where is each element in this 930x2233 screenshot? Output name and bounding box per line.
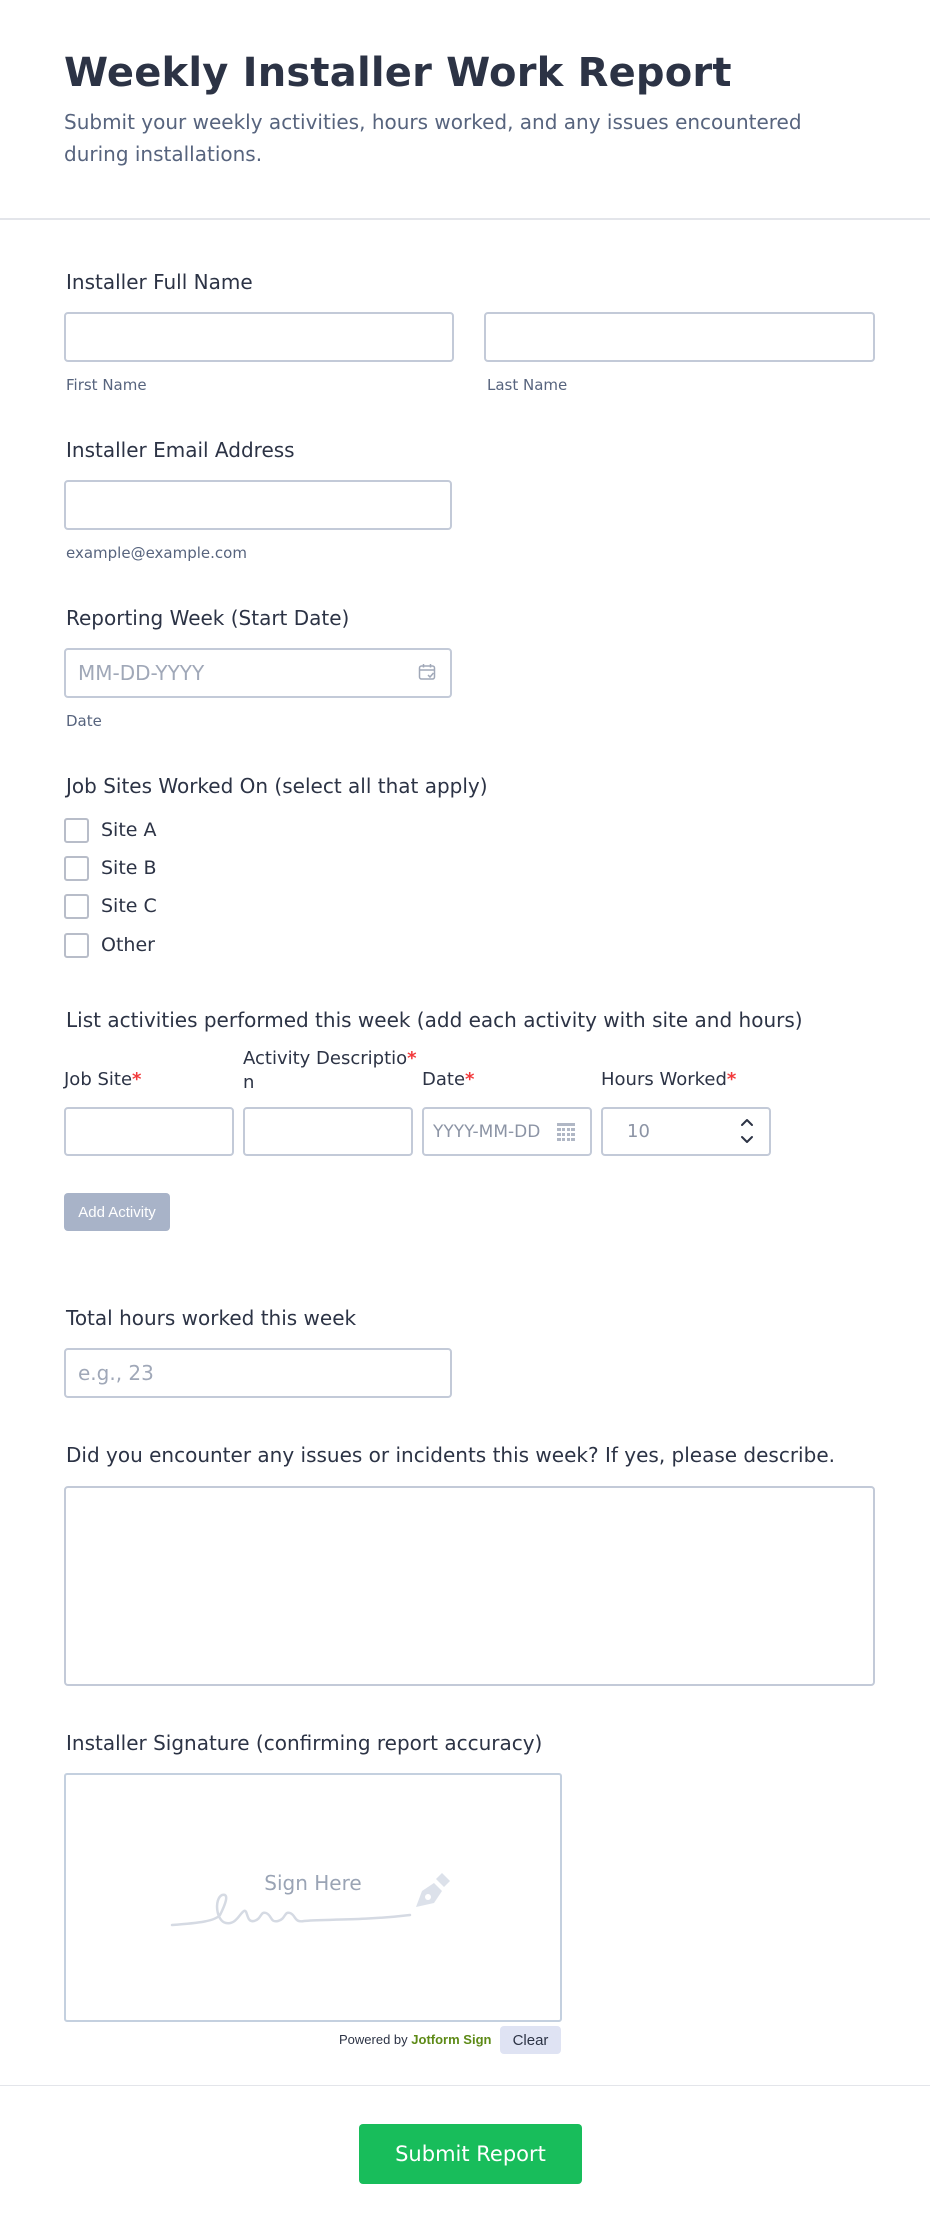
issues-textarea[interactable]: [64, 1486, 875, 1686]
site-option[interactable]: [64, 817, 157, 843]
page-subtitle: Submit your weekly activities, hours worked, and any issues encountered during installations.: [64, 110, 802, 166]
site-option-label: Site B: [101, 857, 157, 879]
form-header: [0, 0, 930, 220]
total-hours-label: Total hours worked this week: [66, 1306, 357, 1330]
site-option[interactable]: [64, 893, 157, 919]
site-option[interactable]: [64, 932, 155, 958]
add-activity-button[interactable]: Add Activity: [64, 1193, 170, 1231]
job-site-input[interactable]: [64, 1107, 234, 1156]
footer-divider: [0, 2085, 930, 2086]
signature-pad[interactable]: [64, 1773, 562, 2022]
signature-label: Installer Signature (confirming report accuracy): [66, 1731, 543, 1755]
clear-signature-button[interactable]: Clear: [500, 2026, 561, 2054]
required-mark: *: [465, 1069, 475, 1090]
required-mark: *: [407, 1048, 417, 1069]
site-checkbox[interactable]: [64, 818, 89, 843]
site-option-label: Site C: [101, 895, 157, 917]
column-header-date: [422, 1068, 474, 1092]
pen-nib-icon: [408, 1871, 452, 1915]
required-mark: *: [132, 1069, 142, 1090]
column-header-activity-description: [243, 1047, 417, 1095]
last-name-input[interactable]: [484, 312, 875, 362]
column-header-text: Date: [422, 1069, 466, 1090]
activities-label: List activities performed this week (add each activity with site and hours): [66, 1008, 803, 1032]
site-option-label: Site A: [101, 819, 157, 841]
site-option[interactable]: [64, 855, 157, 881]
email-sublabel: example@example.com: [66, 544, 247, 562]
required-mark: *: [726, 1069, 737, 1090]
page-title: Weekly Installer Work Report: [64, 50, 732, 96]
site-checkbox[interactable]: [64, 894, 89, 919]
first-name-sublabel: First Name: [66, 376, 147, 394]
site-option-label: Other: [101, 934, 155, 956]
submit-button[interactable]: Submit Report: [359, 2124, 582, 2184]
sign-here-text: Sign Here: [264, 1871, 362, 1895]
last-name-sublabel: Last Name: [487, 376, 568, 394]
total-hours-input[interactable]: [64, 1348, 452, 1398]
week-sublabel: Date: [66, 712, 102, 730]
week-label: Reporting Week (Start Date): [66, 606, 350, 630]
site-checkbox[interactable]: [64, 856, 89, 881]
name-label: Installer Full Name: [66, 270, 253, 294]
chevron-up-down-icon[interactable]: [739, 1115, 755, 1151]
column-header-text-wrap: n: [243, 1072, 255, 1093]
sites-label: Job Sites Worked On (select all that apply): [66, 774, 488, 798]
calendar-grid-icon[interactable]: [557, 1123, 575, 1145]
column-header-hours-worked: [601, 1068, 736, 1092]
column-header-text: Job Site: [64, 1069, 133, 1090]
issues-label: Did you encounter any issues or incidents this week? If yes, please describe.: [66, 1443, 835, 1467]
email-input[interactable]: [64, 480, 452, 530]
powered-by: [339, 2032, 491, 2047]
powered-by-prefix: Powered by: [339, 2032, 408, 2047]
jotform-sign-brand[interactable]: Jotform Sign: [411, 2032, 492, 2047]
first-name-input[interactable]: [64, 312, 454, 362]
column-header-job-site: [64, 1068, 141, 1092]
week-date-input[interactable]: [64, 648, 452, 698]
column-header-text: Hours Worked: [601, 1069, 727, 1090]
activity-description-input[interactable]: [243, 1107, 413, 1156]
email-label: Installer Email Address: [66, 438, 295, 462]
calendar-icon[interactable]: [418, 663, 436, 685]
column-header-text: Activity Descriptio: [243, 1048, 408, 1069]
site-checkbox[interactable]: [64, 933, 89, 958]
